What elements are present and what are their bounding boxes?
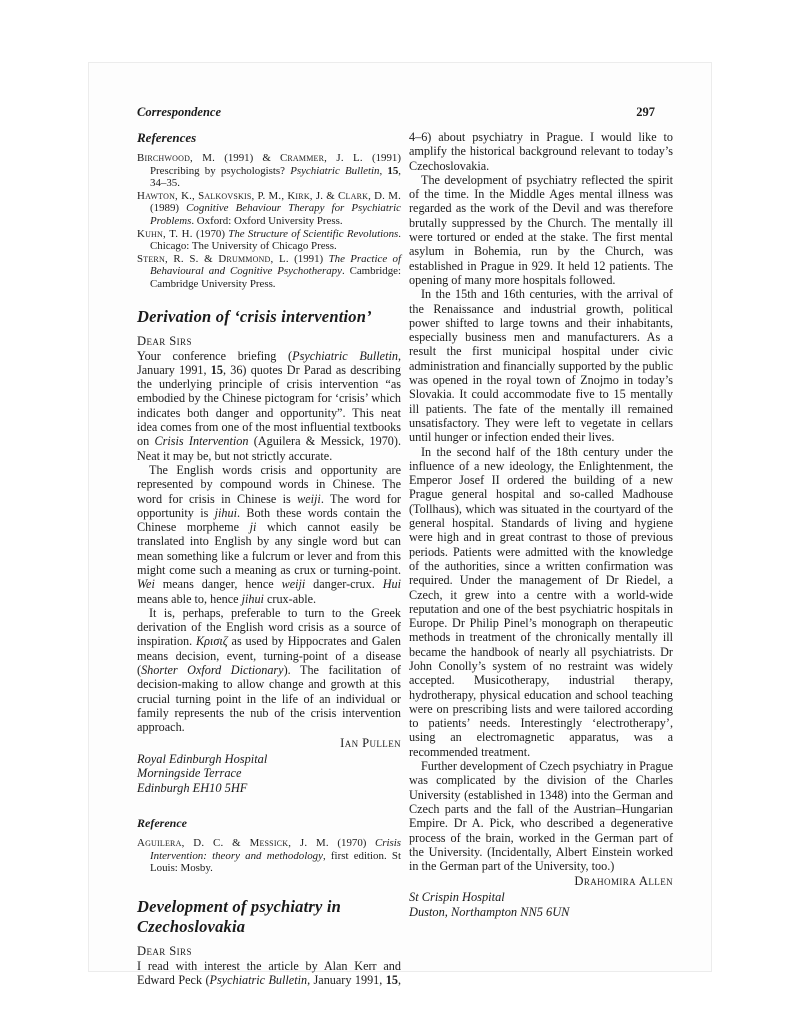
text-segment: crux-able. xyxy=(263,591,317,606)
text-segment: weiji xyxy=(297,491,321,506)
text-segment: (1991) & xyxy=(215,152,280,164)
text-segment: , January 1991, xyxy=(307,973,386,988)
text-segment: . Oxford: Oxford University Press. xyxy=(191,214,343,227)
text-segment: means danger, hence xyxy=(154,577,282,592)
letter1-address xyxy=(137,752,401,796)
text-segment: Κρισιζ xyxy=(196,634,228,649)
letter2-paragraph xyxy=(409,173,673,287)
text-segment: Cognitive Behaviour Therapy for Psychiatric Problems xyxy=(150,202,401,227)
letter1-salutation: Dear Sirs xyxy=(137,333,192,348)
text-segment: . Chicago: The University of Chicago Press. xyxy=(150,227,402,253)
text-segment: Stern, R. S. & Drummond, L. xyxy=(137,252,289,265)
text-segment: Psychiatric Bulletin xyxy=(292,348,398,363)
text-segment: Your conference briefing ( xyxy=(137,348,293,363)
text-segment: (1970) xyxy=(328,836,375,849)
text-segment: It is, perhaps, preferable to turn to the Greek derivation of the English word crisis as a source of inspiration. xyxy=(137,605,401,649)
text-segment: . Both these words contain the Chinese morpheme xyxy=(137,505,401,535)
text-segment: The Practice of Behavioural and Cognitive Psychotherapy xyxy=(150,252,401,278)
text-segment: ji xyxy=(249,520,257,535)
letter2-paragraph xyxy=(409,287,673,444)
text-segment: Psychiatric Bulletin xyxy=(290,164,380,177)
address-line: Royal Edinburgh Hospital xyxy=(137,751,268,766)
text-segment: danger-crux. xyxy=(305,577,383,592)
text-segment: Further development of Czech psychiatry in Prague was complicated by the division of the Charles University (established in 1348) into the German and Czech parts and the fall of the Austrian–Hungarian Empire. Dr A. Pick, who described a degenerative process of the brain, worked in the German part of the University. (Incidentally, Albert Einstein worked in the German part of the University, too.) xyxy=(409,759,673,874)
text-segment: Hawton, K., Salkovskis, P. M., Kirk, J. & Clark, D. M. xyxy=(137,189,401,202)
reference-entry xyxy=(137,228,401,253)
text-segment: (1991) Prescribing by psychologists? xyxy=(150,152,401,177)
text-segment: Birchwood, M. xyxy=(137,152,216,164)
text-segment: . The word for opportunity is xyxy=(137,491,401,520)
text-segment: . Cambridge: Cambridge University Press. xyxy=(150,265,401,290)
text-segment: Crisis Intervention: theory and methodology xyxy=(150,836,402,862)
text-segment: 15 xyxy=(210,362,223,377)
text-segment: Shorter Oxford Dictionary xyxy=(141,663,284,678)
text-segment: , first edition. St Louis: Mosby. xyxy=(150,849,401,875)
letter1-title: Derivation of ‘crisis intervention’ xyxy=(137,306,372,326)
running-header: Correspondence xyxy=(137,105,222,119)
left-column xyxy=(137,105,401,987)
text-segment: , 36) quotes Dr Parad as describing the underlying principle of crisis intervention “as embodied by the Chinese pictogram for ‘crisis’ which indicates both danger and opportunity”. This neat idea comes from one of the most influential textbooks on xyxy=(137,362,401,449)
text-segment: jihui xyxy=(241,591,264,606)
letter2-title: Development of psychiatry in Czechoslovakia xyxy=(137,896,342,936)
text-segment: , January 1991, xyxy=(137,348,401,377)
letter2-paragraph xyxy=(409,759,673,873)
text-segment: as used by Hippocrates and Galen means decision, event, turning-point of a disease ( xyxy=(137,634,401,678)
text-segment: The Structure of Scientific Revolutions xyxy=(228,227,399,240)
text-segment: Kuhn, T. H. xyxy=(137,227,193,240)
reference-entry xyxy=(137,152,401,190)
address-line: St Crispin Hospital xyxy=(409,890,505,905)
text-segment: which cannot easily be translated into English by any single word but can mean something like a fulcrum or lever and from this might come such a meaning as crux or turning-point. xyxy=(137,520,401,577)
text-segment: Crisis Intervention xyxy=(154,434,249,449)
letter2-salutation: Dear Sirs xyxy=(137,943,192,958)
text-segment: means able to, hence xyxy=(137,591,242,606)
text-segment: jihui xyxy=(214,505,238,520)
text-segment: Crammer, J. L. xyxy=(279,152,363,164)
reference-entry xyxy=(137,190,401,228)
text-segment: 15 xyxy=(387,164,399,177)
reference-entry xyxy=(137,837,401,875)
letter1-paragraph xyxy=(137,349,401,463)
text-segment: Aguilera, D. C. & Messick, J. M. xyxy=(137,836,329,849)
page-number: 297 xyxy=(636,105,655,119)
journal-page xyxy=(88,62,712,988)
letter2-paragraph xyxy=(409,445,673,760)
text-segment: , 34–35. xyxy=(150,164,401,190)
letter1-paragraph xyxy=(137,606,401,735)
text-segment: weiji xyxy=(281,577,306,592)
letter2-paragraph xyxy=(409,130,673,173)
letter1-signature: Ian Pullen xyxy=(340,735,401,750)
text-segment: ). The facilitation of decision-making to allow change and growth at this crucial turning point in the life of an individual or family represents the nub of the crisis intervention approach. xyxy=(137,663,401,735)
address-line: Duston, Northampton NN5 6UN xyxy=(409,905,570,920)
text-segment: (1970) xyxy=(192,227,229,240)
references-heading: References xyxy=(137,130,197,145)
text-segment: (Aguilera & Messick, 1970). Neat it may be, but not strictly accurate. xyxy=(137,434,401,463)
text-segment: 4–6) about psychiatry in Prague. I would like to amplify the historical background relevant to today’s Czechoslovakia. xyxy=(409,130,673,173)
letter2-paragraph xyxy=(137,959,401,988)
text-segment: The English words crisis and opportunity are represented by compound words in Chinese. The word for crisis in Chinese is xyxy=(137,462,401,506)
text-segment: , xyxy=(379,164,388,177)
letter2-address xyxy=(409,890,673,920)
text-segment: Wei xyxy=(137,577,155,592)
letter2-signature: Drahomira Allen xyxy=(574,874,673,889)
text-segment: , xyxy=(397,973,401,988)
text-segment: 15 xyxy=(385,973,398,988)
letter1-reference-heading: Reference xyxy=(137,815,187,830)
text-segment: Hui xyxy=(382,577,401,592)
text-segment: In the second half of the 18th century under the influence of a new ideology, the Enlightenment, the Emperor Josef II ordered the building of a new Prague general hospital and so-called Madhouse (Tollhaus), which was situated in the courtyard of the general hospital. Standards of living and hygiene were high and in great contrast to those of previous periods. Patients were admitted with the knowledge of the authorities, since a written confirmation was required. Under the management of Dr Riedel, a Czech, it grew into a centre with a world-wide reputation and one of the best psychiatric hospitals in Europe. Dr Philip Pinel’s monograph on therapeutic methods in treatment of the chronically mentally ill became the handbook of nearly all psychiatrists. Dr John Conolly’s system of no restraint was widely accepted. Musicotherapy, industrial therapy, hydrotherapy, physical education and school teaching were on prescribing lists and were tailored according to patients’ needs. Interestingly ‘electrotherapy’, using an electromagnetic apparatus, was a recommended treatment. xyxy=(409,444,673,759)
text-segment: (1991) xyxy=(288,252,329,265)
address-line: Morningside Terrace xyxy=(137,766,242,781)
text-segment: I read with interest the article by Alan Kerr and Edward Peck ( xyxy=(137,958,401,988)
address-line: Edinburgh EH10 5HF xyxy=(137,781,248,796)
text-segment: Psychiatric Bulletin xyxy=(209,973,308,988)
reference-entry xyxy=(137,253,401,291)
text-segment: (1989) xyxy=(150,202,187,215)
text-segment: In the 15th and 16th centuries, with the arrival of the Renaissance and industrial growth, political power shifted to large towns and their inhabitants, especially business men and manufacturers. As a result the first municipal hospital under civic administration and financially supported by the public was opened in the royal town of Znojmo in today’s Slovakia. It could accommodate five to 15 mentally ill patients. The fate of the mentally ill remained unsatisfactory. They were left to vegetate in cellars until hunger or infection ended their lives. xyxy=(409,287,674,445)
text-segment: The development of psychiatry reflected the spirit of the time. In the Middle Ages mental illness was regarded as the work of the Devil and was therefore brutally suppressed by the Church. The mentally ill were tortured or ended at the stake. The first mental asylum in Bohemia, run by the Church, was established in Prague in 929. It held 12 patients. The opening of many more hospitals followed. xyxy=(409,172,673,287)
letter1-paragraph xyxy=(137,463,401,606)
right-column xyxy=(409,105,673,920)
